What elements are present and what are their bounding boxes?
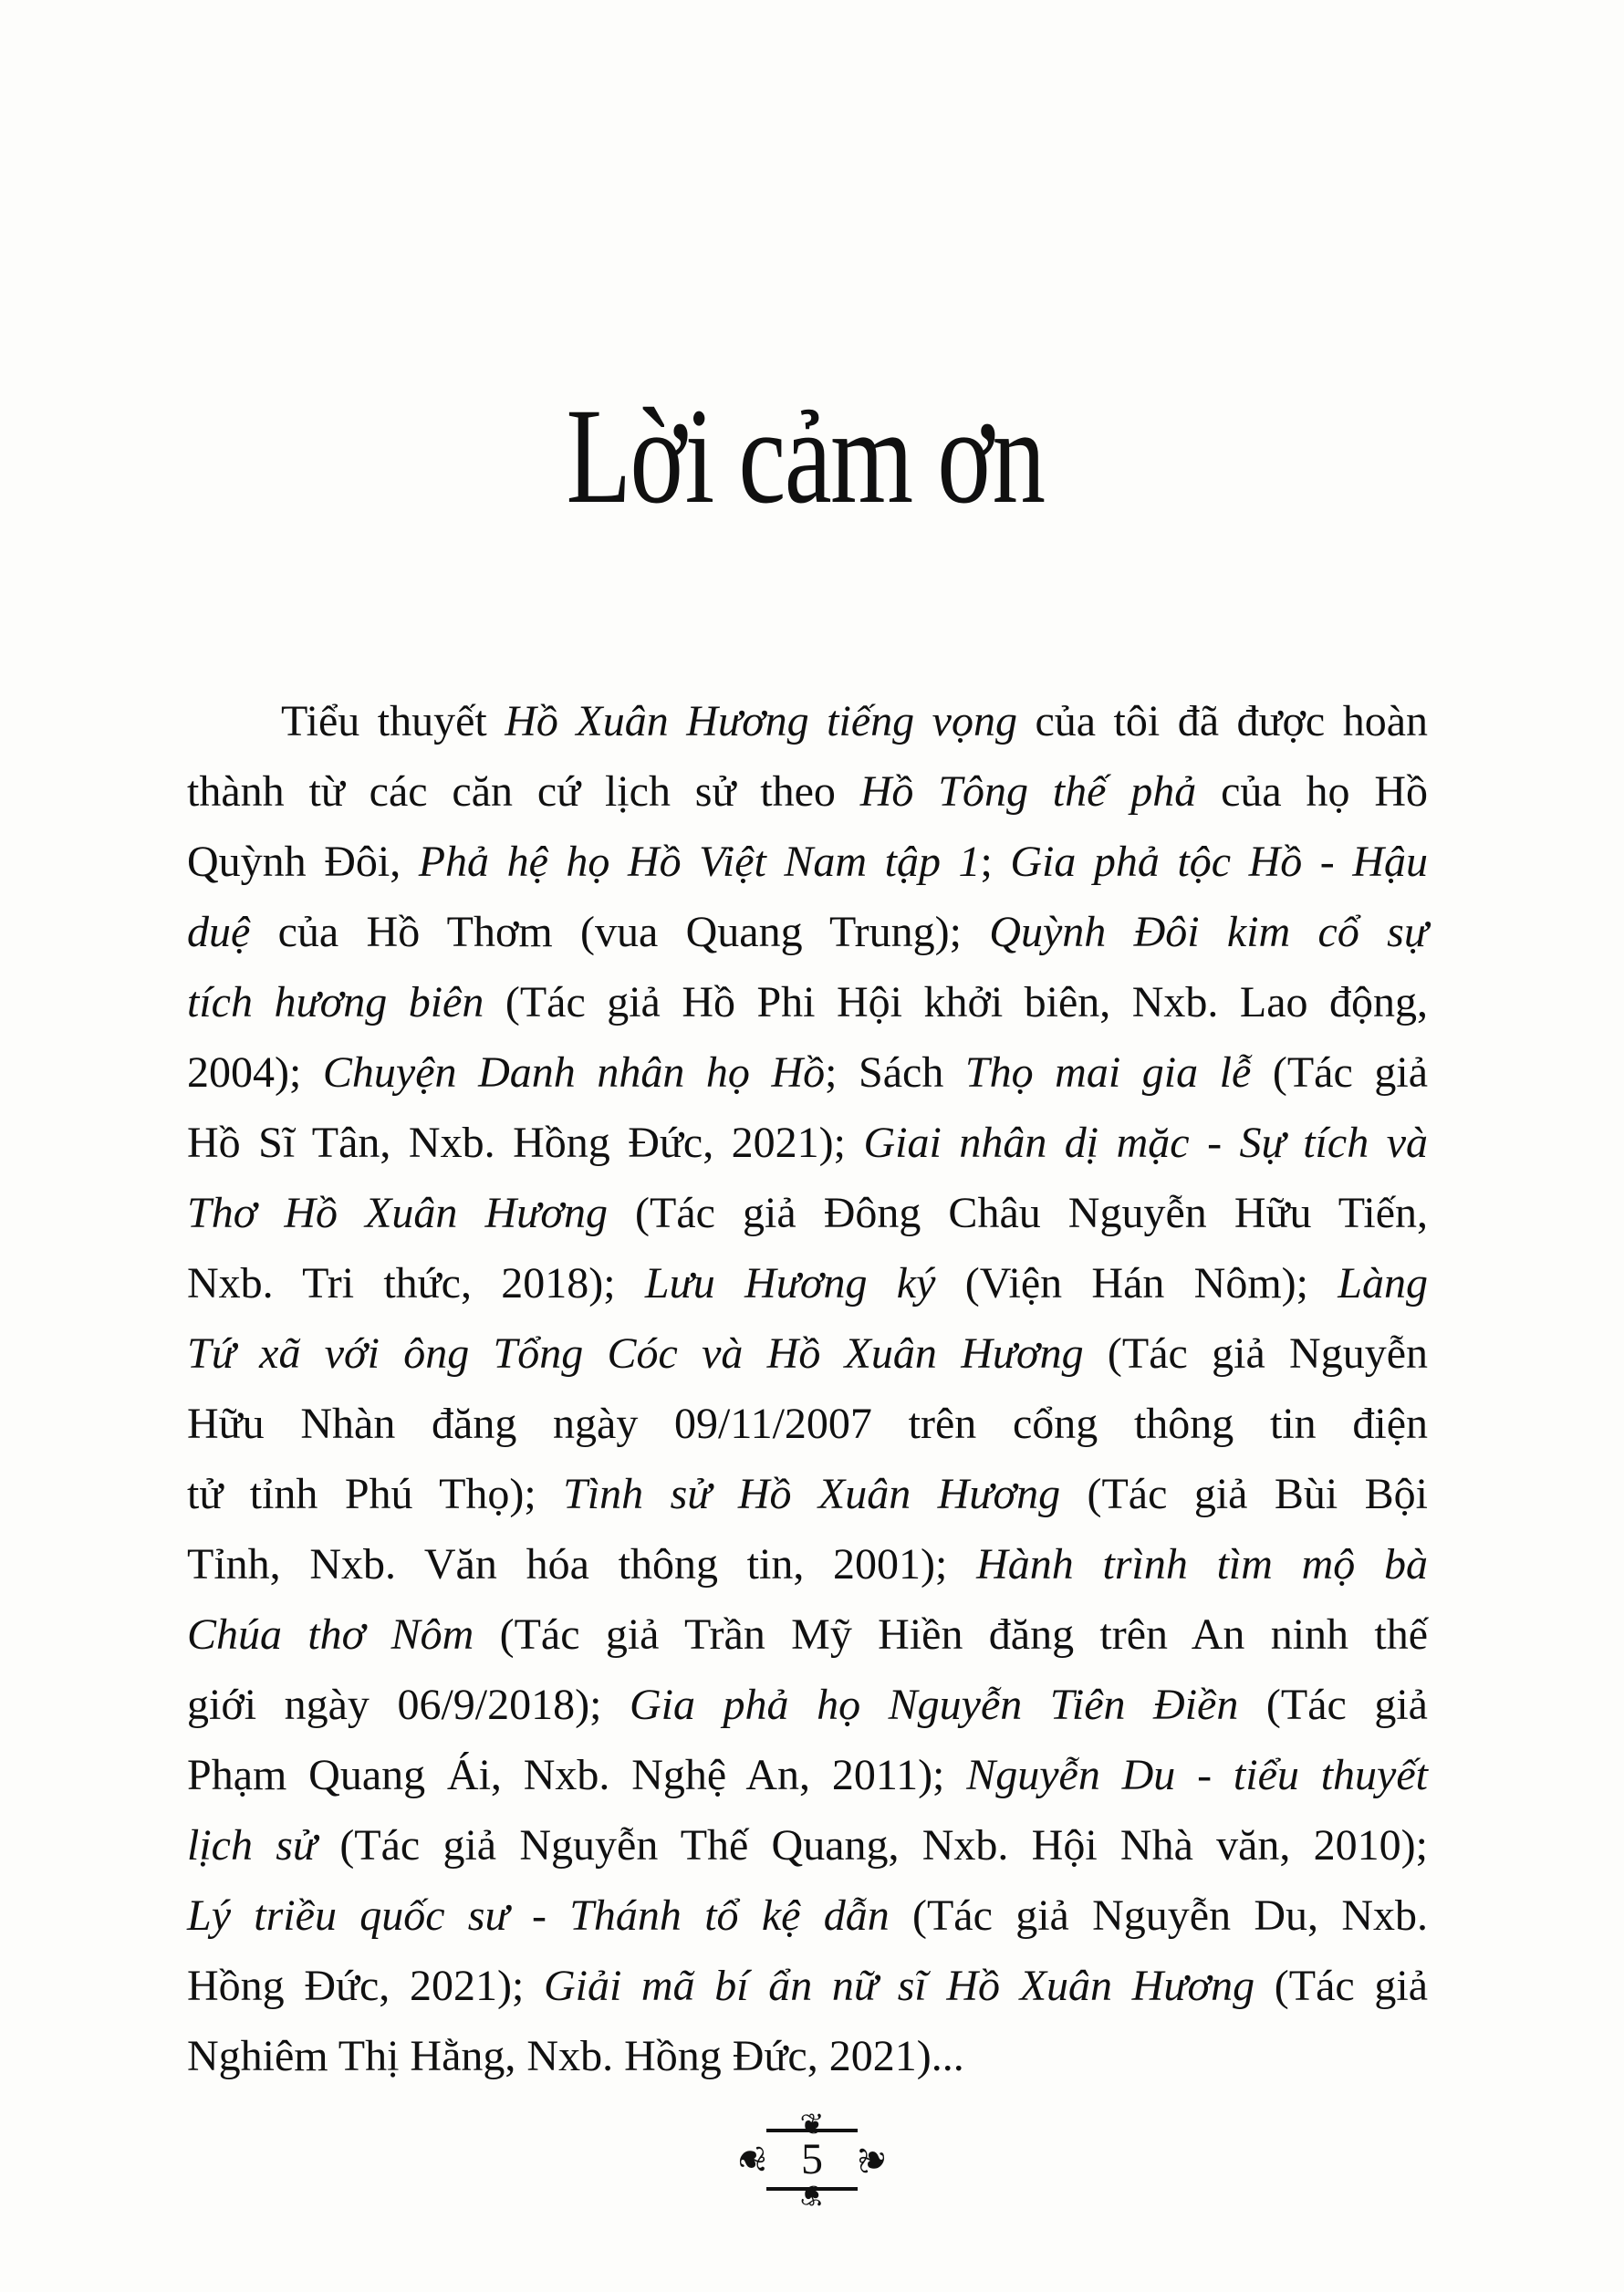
text-segment: Hữu Nhàn đăng ngày 09/11/2007 trên cổng thông tin điện xyxy=(187,1400,1428,1448)
text-segment: (Viện Hán Nôm); xyxy=(935,1259,1338,1307)
text-segment: Nxb. Tri thức, 2018); xyxy=(187,1259,645,1307)
text-segment: (Tác giả Trần Mỹ Hiền đăng trên An ninh thế xyxy=(474,1610,1429,1659)
body-line xyxy=(187,686,1428,756)
book-title-segment: Chúa thơ Nôm xyxy=(187,1610,474,1659)
body-line xyxy=(187,1880,1428,1951)
fleuron-right-icon: ❦ xyxy=(851,2144,894,2175)
text-segment: 2004); xyxy=(187,1048,323,1097)
book-title-segment: Lưu Hương ký xyxy=(644,1259,936,1307)
book-title-segment: Nguyễn Du - tiểu thuyết xyxy=(966,1751,1428,1799)
body-line xyxy=(187,2021,1428,2091)
page-title: Lời cảm ơn xyxy=(566,380,1045,532)
text-segment: Nghiêm Thị Hằng, Nxb. Hồng Đức, 2021)... xyxy=(187,2032,964,2080)
fleuron-left-icon: ❦ xyxy=(730,2144,773,2175)
text-segment: thành từ các căn cứ lịch sử theo xyxy=(187,767,860,816)
book-title-segment: duệ xyxy=(187,908,251,956)
body-line xyxy=(187,1037,1428,1108)
book-title-segment: Giai nhân dị mặc - Sự tích và xyxy=(863,1119,1428,1167)
body-line xyxy=(187,1670,1428,1740)
body-line xyxy=(187,1740,1428,1810)
book-title-segment: Lý triều quốc sư - Thánh tổ kệ dẫn xyxy=(187,1891,890,1940)
text-segment: (Tác giả xyxy=(1251,1048,1428,1097)
body-line xyxy=(187,1178,1428,1248)
book-title-segment: Hồ Tông thế phả xyxy=(859,767,1197,816)
book-title-segment: Gia phả tộc Hồ - Hậu xyxy=(1010,838,1428,886)
page-number-ornament xyxy=(0,2107,1624,2213)
fleuron-top-icon: ❦ xyxy=(799,2107,825,2141)
book-title-segment: Giải mã bí ẩn nữ sĩ Hồ Xuân Hương xyxy=(543,1962,1255,2010)
book-title-segment: Làng xyxy=(1338,1259,1428,1307)
body-line xyxy=(187,1459,1428,1529)
book-title-segment: Thọ mai gia lễ xyxy=(964,1048,1252,1097)
body-line xyxy=(187,1810,1428,1880)
text-segment: Hồng Đức, 2021); xyxy=(187,1962,544,2010)
book-title-segment: Phả hệ họ Hồ Việt Nam tập 1 xyxy=(418,838,981,886)
book-title-segment: tích hương biên xyxy=(187,978,484,1026)
book-title-segment: Thơ Hồ Xuân Hương xyxy=(187,1189,608,1237)
body-line xyxy=(187,897,1428,967)
body-line xyxy=(187,827,1428,897)
text-segment: (Tác giả Nguyễn xyxy=(1083,1329,1428,1378)
body-line xyxy=(187,1951,1428,2021)
fleuron-bottom-icon: ❦ xyxy=(799,2178,825,2213)
text-segment: giới ngày 06/9/2018); xyxy=(187,1681,630,1729)
body-line xyxy=(187,1108,1428,1178)
text-segment: của Hồ Thơm (vua Quang Trung); xyxy=(250,908,990,956)
text-segment: (Tác giả Nguyễn Thế Quang, Nxb. Hội Nhà văn, 2010); xyxy=(317,1821,1428,1870)
body-line xyxy=(187,1318,1428,1389)
text-segment: Tiểu thuyết xyxy=(281,697,505,745)
body-paragraph xyxy=(187,686,1428,2091)
body-line xyxy=(187,756,1428,827)
book-title-segment: Hành trình tìm mộ bà xyxy=(976,1540,1429,1589)
book-title-segment: Tình sử Hồ Xuân Hương xyxy=(563,1470,1061,1518)
body-line xyxy=(187,1248,1428,1318)
text-segment: (Tác giả Nguyễn Du, Nxb. xyxy=(889,1891,1428,1940)
body-line xyxy=(187,967,1428,1037)
text-segment: (Tác giả xyxy=(1254,1962,1429,2010)
text-segment: (Tác giả Bùi Bội xyxy=(1060,1470,1428,1518)
book-title-segment: Tứ xã với ông Tổng Cóc và Hồ Xuân Hương xyxy=(187,1329,1084,1378)
page-number: 5 xyxy=(801,2135,823,2183)
body-line xyxy=(187,1599,1428,1670)
text-segment: (Tác giả Hồ Phi Hội khởi biên, Nxb. Lao động, xyxy=(484,978,1428,1026)
book-title-segment: Chuyện Danh nhân họ Hồ xyxy=(322,1048,826,1097)
text-segment: Phạm Quang Ái, Nxb. Nghệ An, 2011); xyxy=(187,1751,967,1799)
book-title-segment: lịch sử xyxy=(187,1821,318,1870)
text-segment: (Tác giả xyxy=(1238,1681,1428,1729)
text-segment: ; xyxy=(980,838,1011,886)
text-segment: Quỳnh Đôi, xyxy=(187,838,419,886)
text-segment: ; Sách xyxy=(825,1048,965,1097)
text-segment: tử tỉnh Phú Thọ); xyxy=(187,1470,564,1518)
body-line xyxy=(187,1529,1428,1599)
body-line xyxy=(187,1389,1428,1459)
book-title-segment: Gia phả họ Nguyễn Tiên Điền xyxy=(630,1681,1239,1729)
text-segment: Hồ Sĩ Tân, Nxb. Hồng Đức, 2021); xyxy=(187,1119,864,1167)
text-segment: của tôi đã được hoàn xyxy=(1016,697,1429,745)
text-segment: của họ Hồ xyxy=(1196,767,1429,816)
book-title-segment: Quỳnh Đôi kim cổ sự xyxy=(989,908,1428,956)
text-segment: Tỉnh, Nxb. Văn hóa thông tin, 2001); xyxy=(187,1540,977,1589)
text-segment: (Tác giả Đông Châu Nguyễn Hữu Tiến, xyxy=(607,1189,1428,1237)
book-title-segment: Hồ Xuân Hương tiếng vọng xyxy=(505,697,1017,745)
